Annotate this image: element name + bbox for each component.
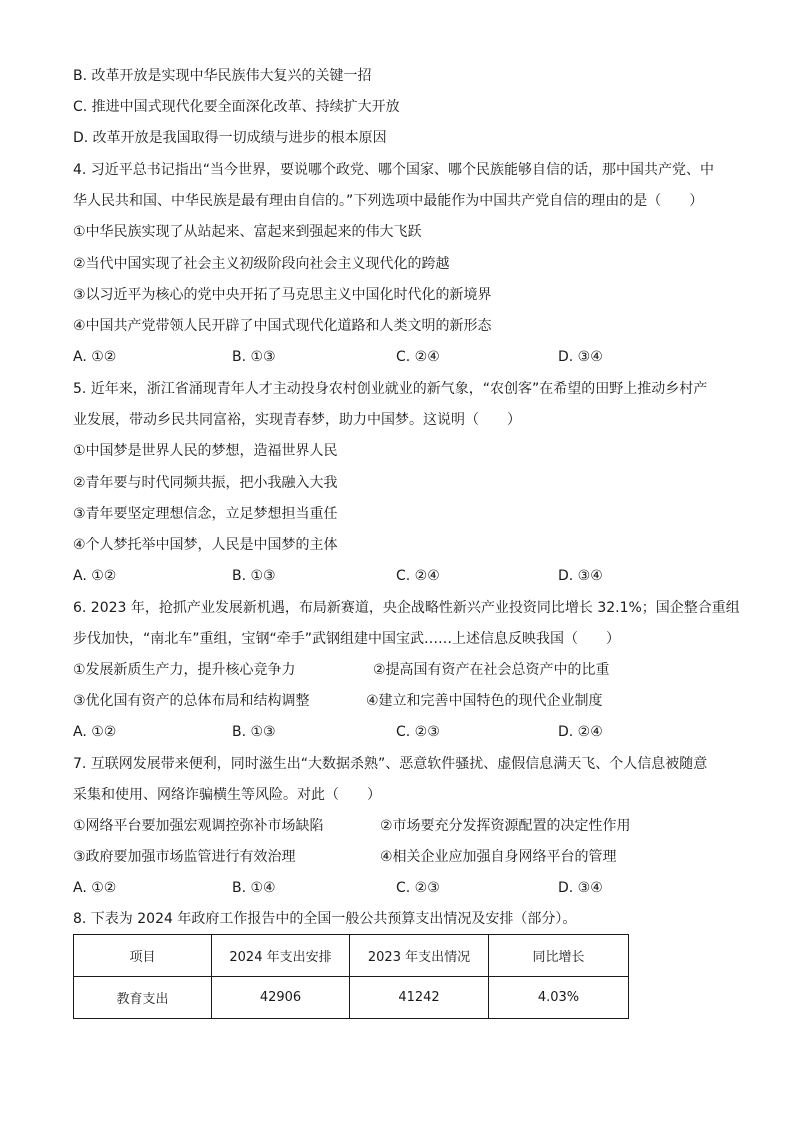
table-header-row: [74, 935, 629, 977]
q4-statement-4: ④中国共产党带领人民开辟了中国式现代化道路和人类文明的新形态: [73, 318, 492, 334]
q5-choice-c: C. ②④: [396, 568, 440, 584]
table-cell: 42906: [212, 977, 350, 1019]
q4-stem-line2: 华人民共和国、中华民族是最有理由自信的。”下列选项中最能作为中国共产党自信的理由的是（ ）: [73, 193, 704, 209]
table-header-cell: 2023 年支出情况: [350, 935, 489, 977]
q7-stem-line2: 采集和使用、网络诈骗横生等风险。对此（ ）: [73, 787, 381, 803]
q6-choice-c: C. ②③: [396, 724, 440, 740]
table-header-cell: 同比增长: [489, 935, 629, 977]
q3-option-b: B. 改革开放是实现中华民族伟大复兴的关键一招: [73, 68, 372, 84]
q5-choice-a: A. ①②: [73, 568, 117, 584]
q5-stem-line1: 5. 近年来，浙江省涌现青年人才主动投身农村创业就业的新气象，“农创客”在希望的田野上推动乡村产: [73, 381, 708, 397]
budget-table: [73, 934, 629, 1019]
q5-choice-d: D. ③④: [558, 568, 603, 584]
q7-statement-1: ①网络平台要加强宏观调控弥补市场缺陷: [73, 818, 324, 834]
q4-statement-3: ③以习近平为核心的党中央开拓了马克思主义中国化时代化的新境界: [73, 287, 492, 303]
q4-choice-c: C. ②④: [396, 349, 440, 365]
q5-statement-1: ①中国梦是世界人民的梦想，造福世界人民: [73, 443, 338, 459]
q4-statement-2: ②当代中国实现了社会主义初级阶段向社会主义现代化的跨越: [73, 256, 450, 272]
q3-option-d: D. 改革开放是我国取得一切成绩与进步的根本原因: [73, 130, 387, 146]
q7-choice-c: C. ②③: [396, 880, 440, 896]
q8-stem: 8. 下表为 2024 年政府工作报告中的全国一般公共预算支出情况及安排（部分）。: [73, 911, 577, 927]
q4-choice-a: A. ①②: [73, 349, 117, 365]
q3-option-c: C. 推进中国式现代化要全面深化改革、持续扩大开放: [73, 99, 400, 115]
q5-stem-line2: 业发展，带动乡民共同富裕，实现青春梦，助力中国梦。这说明（ ）: [73, 412, 521, 428]
q7-statement-2: ②市场要充分发挥资源配置的决定性作用: [380, 818, 631, 834]
q6-statement-1: ①发展新质生产力，提升核心竞争力: [73, 662, 296, 678]
q6-choice-d: D. ②④: [558, 724, 603, 740]
q4-statement-1: ①中华民族实现了从站起来、富起来到强起来的伟大飞跃: [73, 224, 422, 240]
q5-statement-2: ②青年要与时代同频共振，把小我融入大我: [73, 475, 338, 491]
table-header-cell: 项目: [74, 935, 212, 977]
q5-statement-3: ③青年要坚定理想信念，立足梦想担当重任: [73, 506, 338, 522]
q6-choice-b: B. ①③: [232, 724, 276, 740]
q6-stem-line1: 6. 2023 年，抢抓产业发展新机遇，布局新赛道，央企战略性新兴产业投资同比增长 32.1%；国企整合重组: [73, 600, 740, 616]
q6-stem-line2: 步伐加快，“南北车”重组，宝钢“牵手”武钢组建中国宝武……上述信息反映我国（ ）: [73, 631, 621, 647]
q6-statement-4: ④建立和完善中国特色的现代企业制度: [366, 693, 603, 709]
q7-statement-3: ③政府要加强市场监管进行有效治理: [73, 849, 296, 865]
q7-stem-line1: 7. 互联网发展带来便利，同时滋生出“大数据杀熟”、恶意软件骚扰、虚假信息满天飞、个人信息被随意: [73, 756, 708, 772]
q7-choice-a: A. ①②: [73, 880, 117, 896]
q7-choice-d: D. ③④: [558, 880, 603, 896]
q7-choice-b: B. ①④: [232, 880, 276, 896]
q4-choice-d: D. ③④: [558, 349, 603, 365]
table-cell: 41242: [350, 977, 489, 1019]
q4-stem-line1: 4. 习近平总书记指出“当今世界，要说哪个政党、哪个国家、哪个民族能够自信的话，那中国共产党、中: [73, 162, 715, 178]
q4-choice-b: B. ①③: [232, 349, 276, 365]
q7-statement-4: ④相关企业应加强自身网络平台的管理: [380, 849, 617, 865]
table-cell: 教育支出: [74, 977, 212, 1019]
q5-choice-b: B. ①③: [232, 568, 276, 584]
table-row: [74, 977, 629, 1019]
q6-statement-2: ②提高国有资产在社会总资产中的比重: [373, 662, 610, 678]
table-cell: 4.03%: [489, 977, 629, 1019]
table-header-cell: 2024 年支出安排: [212, 935, 350, 977]
q6-choice-a: A. ①②: [73, 724, 117, 740]
q5-statement-4: ④个人梦托举中国梦，人民是中国梦的主体: [73, 537, 338, 553]
q6-statement-3: ③优化国有资产的总体布局和结构调整: [73, 693, 310, 709]
